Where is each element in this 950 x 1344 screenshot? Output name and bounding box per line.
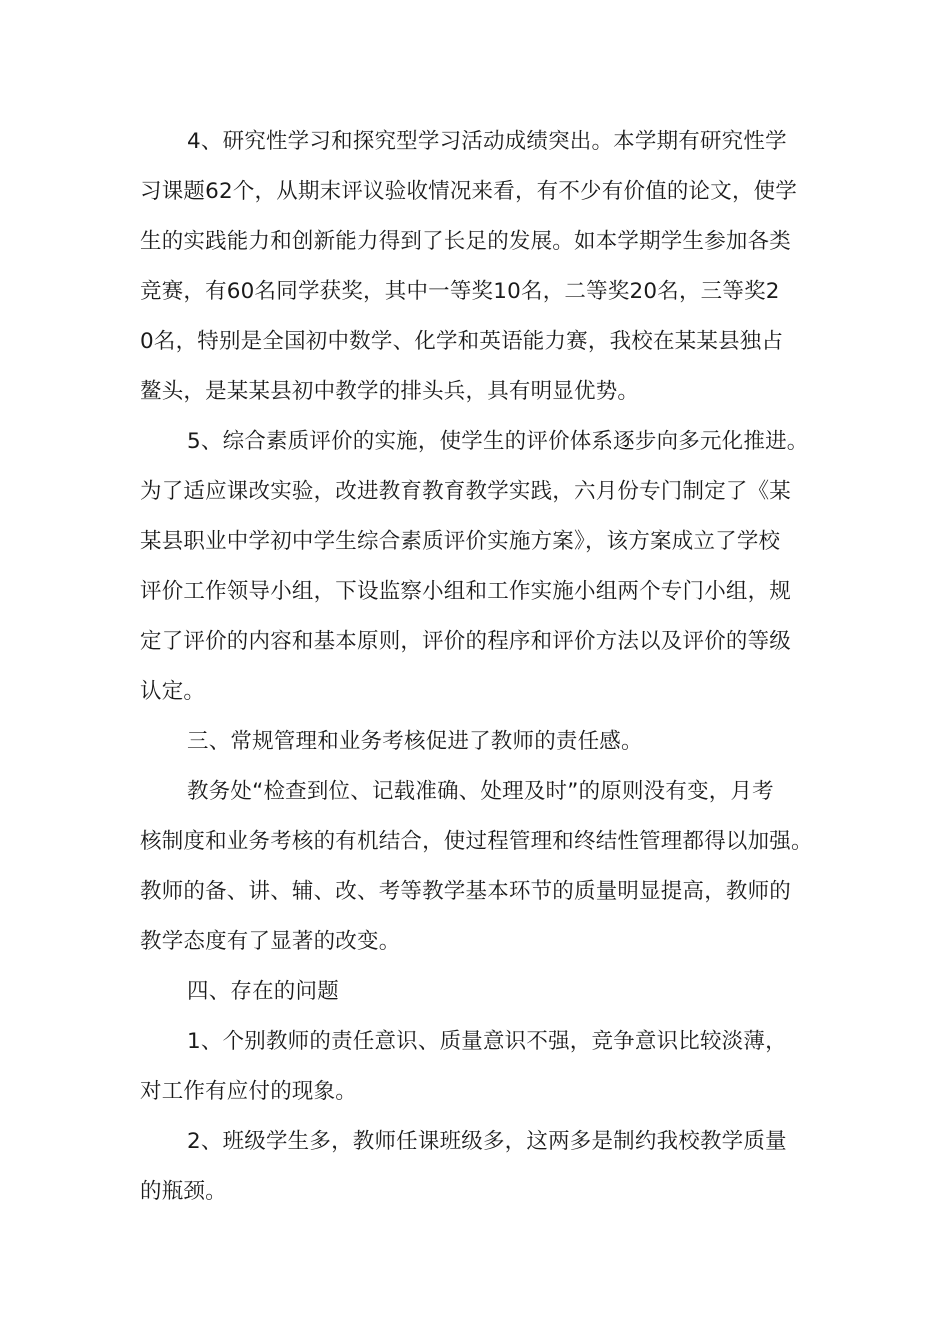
paragraph-academic-affairs [140, 767, 830, 967]
heading-line: 四、存在的问题 [187, 979, 339, 1004]
paragraph-problem-2 [140, 1117, 830, 1217]
text-line: 教学态度有了显著的改变。 [140, 929, 401, 954]
text-line: 核制度和业务考核的有机结合，使过程管理和终结性管理都得以加强。 [140, 829, 813, 854]
text-line: 4、研究性学习和探究型学习活动成绩突出。本学期有研究性学 [187, 129, 787, 154]
document-body [140, 117, 830, 1217]
text-line: 2、班级学生多，教师任课班级多，这两多是制约我校教学质量 [187, 1129, 787, 1154]
text-line: 教务处“检查到位、记载准确、处理及时”的原则没有变，月考 [187, 779, 774, 804]
text-line: 竞赛，有60名同学获奖，其中一等奖10名，二等奖20名，三等奖2 [140, 279, 780, 304]
text-line: 教师的备、讲、辅、改、考等教学基本环节的质量明显提高，教师的 [140, 879, 792, 904]
text-line: 1、个别教师的责任意识、质量意识不强，竞争意识比较淡薄， [187, 1029, 787, 1054]
paragraph-comprehensive-evaluation [140, 417, 830, 717]
paragraph-problem-1 [140, 1017, 830, 1117]
text-line: 某县职业中学初中学生综合素质评价实施方案》，该方案成立了学校 [140, 529, 781, 554]
text-line: 对工作有应付的现象。 [140, 1079, 358, 1104]
text-line: 定了评价的内容和基本原则，评价的程序和评价方法以及评价的等级 [140, 629, 792, 654]
text-line: 5、综合素质评价的实施，使学生的评价体系逐步向多元化推进。 [187, 429, 809, 454]
text-line: 鳌头，是某某县初中教学的排头兵，具有明显优势。 [140, 379, 640, 404]
text-line: 的瓶颈。 [140, 1179, 227, 1204]
text-line: 0名，特别是全国初中数学、化学和英语能力赛，我校在某某县独占 [140, 329, 784, 354]
paragraph-research-learning [140, 117, 830, 417]
section-heading-existing-problems [140, 967, 830, 1017]
heading-line: 三、常规管理和业务考核促进了教师的责任感。 [187, 729, 643, 754]
section-heading-routine-management [140, 717, 830, 767]
text-line: 认定。 [140, 679, 206, 704]
text-line: 生的实践能力和创新能力得到了长足的发展。如本学期学生参加各类 [140, 229, 792, 254]
text-line: 习课题62个，从期末评议验收情况来看，有不少有价值的论文，使学 [140, 179, 798, 204]
text-line: 为了适应课改实验，改进教育教育教学实践，六月份专门制定了《某 [140, 479, 792, 504]
text-line: 评价工作领导小组，下设监察小组和工作实施小组两个专门小组，规 [140, 579, 792, 604]
